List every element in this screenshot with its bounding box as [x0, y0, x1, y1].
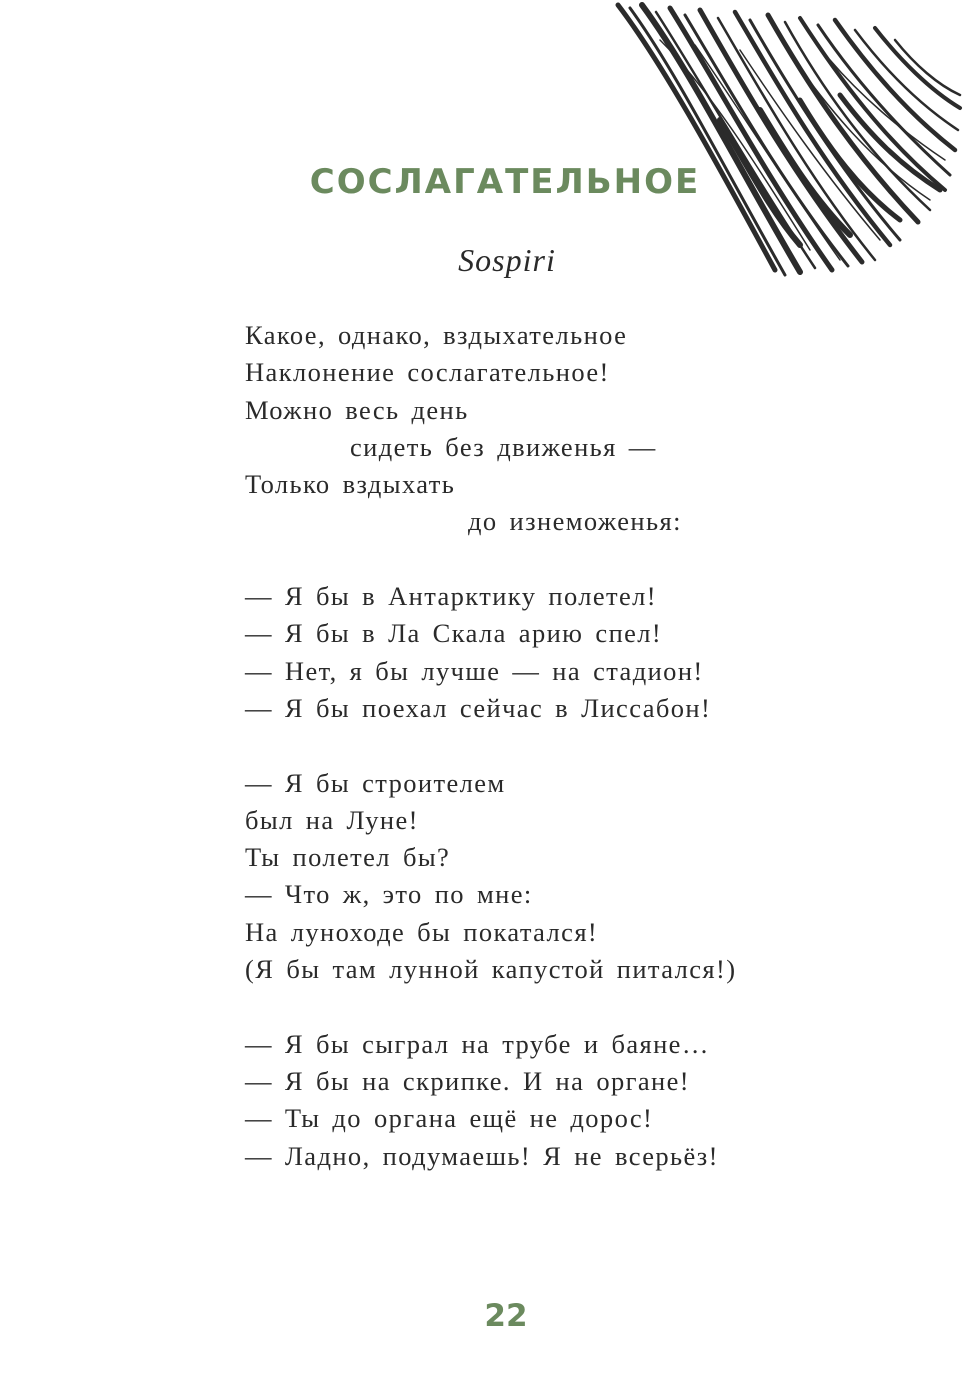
stanza-gap — [245, 541, 865, 578]
poem-line: (Я бы там лунной капустой питался!) — [245, 954, 737, 985]
poem-line: — Я бы сыграл на трубе и баяне… — [245, 1028, 710, 1059]
poem-line: — Я бы в Антарктику полетел! — [245, 581, 658, 612]
poem-line: — Нет, я бы лучше — на стадион! — [245, 655, 704, 686]
poem-line: до изнеможенья: — [468, 506, 682, 537]
page-number: 22 — [484, 1298, 528, 1334]
poem-line: — Я бы поехал сейчас в Лиссабон! — [245, 692, 712, 723]
stanza-gap — [245, 988, 865, 1025]
poem-line: Наклонение сослагательное! — [245, 357, 610, 388]
poem-subtitle: Sospiri — [458, 242, 556, 278]
poem-line: — Ты до органа ещё не дорос! — [245, 1103, 654, 1134]
poem-line: — Я бы строителем — [245, 767, 506, 798]
poem-line: сидеть без движенья — — [350, 431, 657, 462]
poem-line: Ты полетел бы? — [245, 842, 451, 873]
poem-line: Только вздыхать — [245, 469, 456, 500]
poem-line: Какое, однако, вздыхательное — [245, 320, 628, 350]
poem-line: — Ладно, подумаешь! Я не всерьёз! — [245, 1140, 719, 1171]
poem-line: был на Луне! — [245, 804, 419, 835]
poem-body — [245, 317, 865, 1175]
stanza-gap — [245, 727, 865, 764]
poem-line: — Я бы на скрипке. И на органе! — [245, 1065, 691, 1096]
poem-line: На луноходе бы покатался! — [245, 916, 599, 947]
poem-line: Можно весь день — [245, 394, 469, 425]
poem-line: — Я бы в Ла Скала арию спел! — [245, 618, 663, 649]
poem-title: СОСЛАГАТЕЛЬНОЕ — [309, 162, 701, 202]
poem-line: — Что ж, это по мне: — [245, 879, 533, 910]
